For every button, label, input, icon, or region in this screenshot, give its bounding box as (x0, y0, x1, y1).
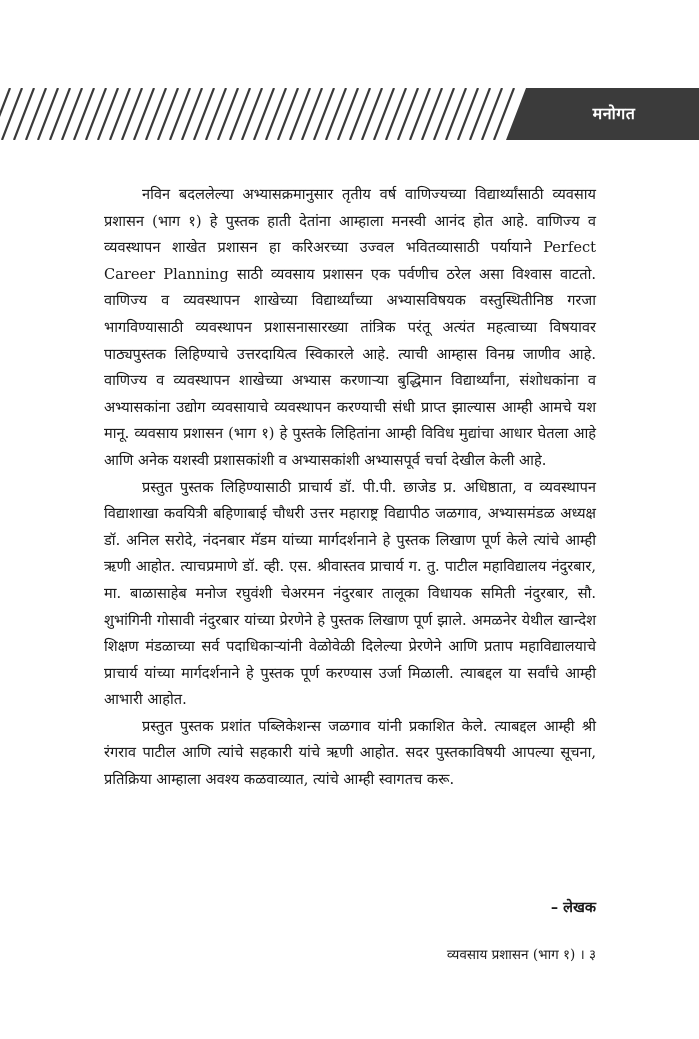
paragraph: नविन बदललेल्या अभ्यासक्रमानुसार तृतीय वर्ष वाणिज्यच्या विद्यार्थ्यांसाठी व्यवसाय प्रशासन (भाग १) हे पुस्तक हाती देतांना आम्हाला मनस्वी आनंद होत आहे. वाणिज्य व व्यवस्थापन शाखेत प्रशासन हा करिअरच्या उज्वल भवितव्यासाठी पर्यायाने Perfect Career Planning साठी व्यवसाय प्रशासन एक पर्वणीच ठरेल असा विश्वास वाटतो. वाणिज्य व व्यवस्थापन शाखेच्या विद्यार्थ्यांच्या अभ्यासविषयक वस्तुस्थितीनिष्ठ गरजा भागविण्यासाठी व्यवस्थापन प्रशासनासारख्या तांत्रिक परंतू अत्यंत महत्वाच्या विषयावर पाठ्यपुस्तक लिहिण्याचे उत्तरदायित्व स्विकारले आहे. त्याची आम्हास विनम्र जाणीव आहे. वाणिज्य व व्यवस्थापन शाखेच्या अभ्यास करणाऱ्या बुद्धिमान विद्यार्थ्यांना, संशोधकांना व अभ्यासकांना उद्योग व्यवसायाचे व्यवस्थापन करण्याची संधी प्राप्त झाल्यास आम्ही आमचे यश मानू. व्यवसाय प्रशासन (भाग १) हे पुस्तके लिहितांना आम्ही विविध मुद्यांचा आधार घेतला आहे आणि अनेक यशस्वी प्रशासकांशी व अभ्यासकांशी अभ्यासपूर्व चर्चा देखील केली आहे. (104, 186, 596, 469)
author-signature: – लेखक (550, 900, 596, 916)
preface-body (104, 182, 596, 794)
running-footer: व्यवसाय प्रशासन (भाग १) । ३ (446, 947, 596, 963)
section-title: मनोगत (592, 104, 636, 123)
paragraph: प्रस्तुत पुस्तक प्रशांत पब्लिकेशन्स जळगाव यांनी प्रकाशित केले. त्याबद्दल आम्ही श्री रंगराव पाटील आणि त्यांचे सहकारी यांचे ऋणी आहोत. सदर पुस्तकाविषयी आपल्या सूचना, प्रतिक्रिया आम्हाला अवश्य कळवाव्यात, त्यांचे आम्ही स्वागतच करू. (104, 717, 596, 789)
paragraph: प्रस्तुत पुस्तक लिहिण्यासाठी प्राचार्य डॉ. पी.पी. छाजेड प्र. अधिष्ठाता, व व्यवस्थापन विद्याशाखा कवयित्री बहिणाबाई चौधरी उत्तर महाराष्ट्र विद्यापीठ जळगाव, अभ्यासमंडळ अध्यक्ष डॉ. अनिल सरोदे, नंदनबार मॅडम यांच्या मार्गदर्शनाने हे पुस्तक लिखाण पूर्ण केले त्यांचे आम्ही ऋणी आहोत. त्याचप्रमाणे डॉ. व्ही. एस. श्रीवास्तव प्राचार्य ग. तु. पाटील महाविद्यालय नंदुरबार, मा. बाळासाहेब मनोज रघुवंशी चेअरमन नंदुरबार तालूका विधायक समिती नंदुरबार, सौ. शुभांगिनी गोसावी नंदुरबार यांच्या प्रेरणेने हे पुस्तक लिखाण पूर्ण झाले. अमळनेर येथील खान्देश शिक्षण मंडळाच्या सर्व पदाधिकाऱ्यांनी वेळोवेळी दिलेल्या प्रेरणेने आणि प्रताप महाविद्यालयाचे प्राचार्य यांच्या मार्गदर्शनाने हे पुस्तक पूर्ण करण्यास उर्जा मिळाली. त्याबद्दल या सर्वांचे आम्ही आभारी आहोत. (104, 478, 596, 709)
